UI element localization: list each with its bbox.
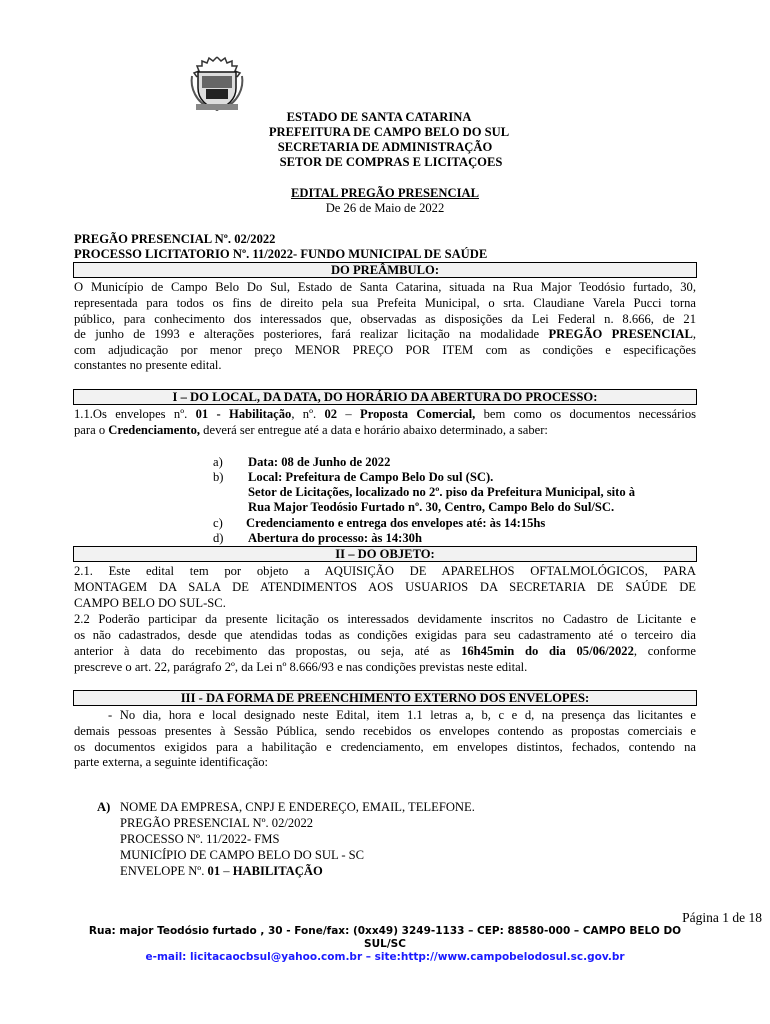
header-state: ESTADO DE SANTA CATARINA [286, 110, 472, 124]
sec2-line: os não cadastrados, desde que atendidas todas as condições exigidas para seu cadastramento até o terceiro dia [74, 628, 696, 642]
preambulo-line: de junho de 1993 e alterações posteriores, fará realizar licitação na modalidade PREGÃO PRESENCIAL, [74, 327, 696, 341]
sec2-line: 2.2 Poderão participar da presente licitação os interessados devidamente inscritos no Cadastro de Licitante e [74, 612, 696, 626]
list-item: Abertura do processo: às 14:30h [248, 531, 422, 545]
list-item: Local: Prefeitura de Campo Belo Do sul (SC). [248, 470, 494, 484]
footer-contact-link[interactable]: e-mail: licitacaocbsul@yahoo.com.br – site:http://www.campobelodosul.sc.gov.br [145, 951, 625, 963]
section-heading-local-data: I – DO LOCAL, DA DATA, DO HORÁRIO DA ABERTURA DO PROCESSO: [73, 389, 697, 405]
section-heading-envelopes: III - DA FORMA DE PREENCHIMENTO EXTERNO DOS ENVELOPES: [73, 690, 697, 706]
preambulo-line: O Município de Campo Belo Do Sul, Estado de Santa Catarina, situada na Rua Major Teodósio furtado, 30, [74, 280, 696, 294]
preambulo-line: constantes no presente edital. [74, 358, 222, 372]
sec2-line: 2.1. Este edital tem por objeto a AQUISIÇÃO DE APARELHOS OFTALMOLÓGICOS, PARA [74, 564, 696, 578]
envelope-line: PREGÃO PRESENCIAL Nº. 02/2022 [120, 816, 314, 830]
item-label: a) [213, 455, 223, 469]
list-item: Credenciamento e entrega dos envelopes até: às 14:15hs [246, 516, 546, 530]
sec2-line: prescreve o art. 22, parágrafo 2º, da Lei nº 8.666/93 e nas condições previstas neste edital. [74, 660, 528, 674]
list-item: Setor de Licitações, localizado no 2º. piso da Prefeitura Municipal, sito à [248, 485, 636, 499]
sec2-line: anterior à data do recebimento das propostas, ou seja, até as 16h45min do dia 05/06/2022, conforme [74, 644, 696, 658]
document-title: EDITAL PREGÃO PRESENCIAL [290, 186, 479, 200]
document-date: De 26 de Maio de 2022 [325, 201, 445, 215]
list-item: Data: 08 de Junho de 2022 [248, 455, 391, 469]
sec3-line: parte externa, a seguinte identificação: [74, 755, 269, 769]
item-label: c) [213, 516, 223, 530]
sec1-line: 1.1.Os envelopes nº. 01 - Habilitação, nº. 02 – Proposta Comercial, bem como os documentos necessários [74, 407, 697, 421]
pregao-id: PREGÃO PRESENCIAL Nº. 02/2022 [74, 232, 276, 246]
preambulo-line: representada para todos os fins de direito pela sua Prefeita Municipal, o srta. Claudiane Varela Pucci torna [74, 296, 696, 310]
section-heading-objeto: II – DO OBJETO: [73, 546, 697, 562]
section-heading-preambulo: DO PREÂMBULO: [73, 262, 697, 278]
preambulo-line: público, para conhecimento dos interessados que, observadas as disposições da Lei Federal n. 8.666, de 21 [74, 312, 696, 326]
header-secretaria: SECRETARIA DE ADMINISTRAÇÃO [277, 140, 493, 154]
sec3-line: demais pessoas presentes à Sessão Pública, sendo recebidos os envelopes contendo as propostas comerciais e [74, 724, 696, 738]
processo-id: PROCESSO LICITATORIO Nº. 11/2022- FUNDO MUNICIPAL DE SAÚDE [74, 247, 488, 261]
header-setor: SETOR DE COMPRAS E LICITAÇOES [279, 155, 503, 169]
sec3-line: os documentos exigidos para a habilitação e credenciamento, em envelopes distintos, fechados, contendo na [74, 740, 696, 754]
envelope-line: PROCESSO Nº. 11/2022- FMS [120, 832, 280, 846]
item-label: b) [213, 470, 224, 484]
preambulo-line: com adjudicação por menor preço MENOR PREÇO POR ITEM com as condições e especificações [74, 343, 696, 357]
footer-address: Rua: major Teodósio furtado , 30 - Fone/fax: (0xx49) 3249-1133 – CEP: 88580-000 – CAMPO BELO DO [88, 925, 682, 937]
envelope-line: NOME DA EMPRESA, CNPJ E ENDEREÇO, EMAIL, TELEFONE. [120, 800, 475, 814]
list-item: Rua Major Teodósio Furtado nº. 30, Centro, Campo Belo do Sul/SC. [248, 500, 615, 514]
footer-address: SUL/SC [364, 938, 406, 950]
sec2-line: MONTAGEM DA SALA DE ATENDIMENTOS AOS USUARIOS DA SECRETARIA DE SAÚDE DE [74, 580, 696, 594]
header-prefeitura: PREFEITURA DE CAMPO BELO DO SUL [268, 125, 510, 139]
item-label: d) [213, 531, 224, 545]
envelope-label: A) [97, 800, 111, 814]
page-number: Página 1 de 18 [682, 910, 762, 925]
sec3-line: - No dia, hora e local designado neste Edital, item 1.1 letras a, b, c e d, na presença das licitantes e [108, 708, 696, 722]
municipal-crest-logo [188, 56, 246, 112]
envelope-line: MUNICÍPIO DE CAMPO BELO DO SUL - SC [120, 848, 365, 862]
sec2-line: CAMPO BELO DO SUL-SC. [74, 596, 226, 610]
envelope-line: ENVELOPE Nº. 01 – HABILITAÇÃO [120, 864, 323, 878]
sec1-line: para o Credenciamento, deverá ser entregue até a data e horário abaixo determinado, a saber: [74, 423, 548, 437]
